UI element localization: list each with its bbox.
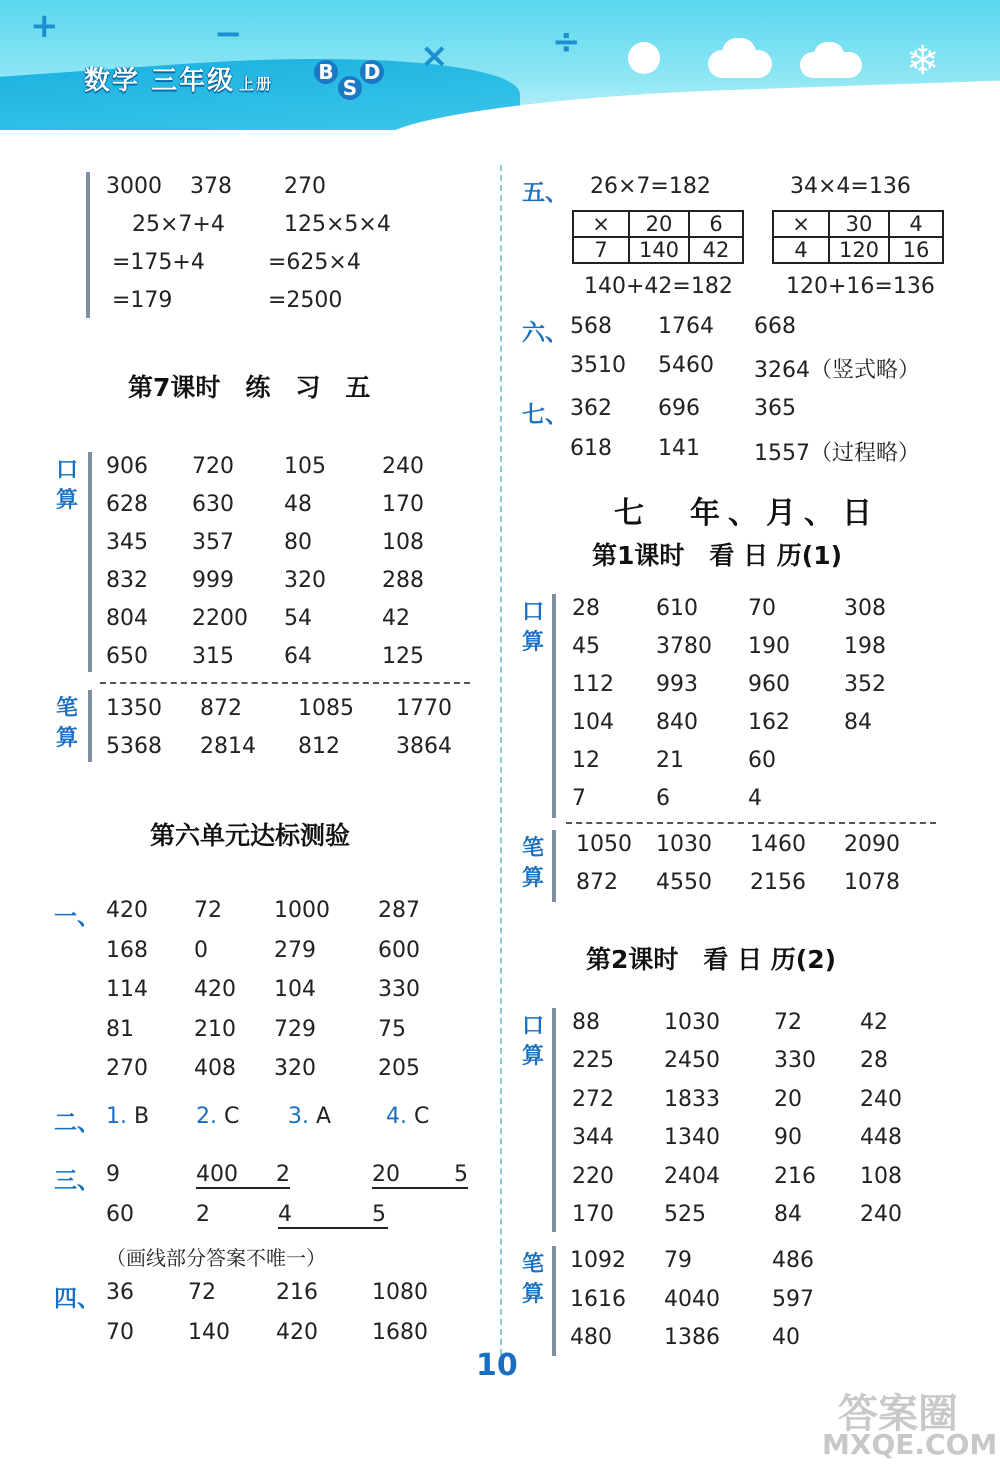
column-divider (500, 165, 502, 1365)
answer-value: 480 (570, 1325, 612, 1350)
answer-value: 90 (774, 1125, 802, 1151)
q2-num: 2. (196, 1104, 217, 1129)
answer-value: 600 (378, 937, 420, 963)
answer-value: 1340 (664, 1125, 720, 1151)
answer-value: 3780 (656, 634, 712, 659)
multiplication-grid (572, 210, 744, 264)
watermark-url: MXQE.COM (822, 1428, 998, 1461)
answer-value: 42 (382, 606, 410, 631)
answer-value: 220 (572, 1163, 614, 1189)
answer-value: 3864 (396, 734, 452, 759)
answer-value: 84 (774, 1202, 802, 1227)
answer-value: 486 (772, 1248, 814, 1273)
lesson-title: 第7课时 练 习 五 (128, 373, 371, 402)
answer-value: 628 (106, 492, 148, 517)
answer-value: 568 (570, 314, 612, 339)
answer-value: 420 (194, 977, 236, 1002)
answer-value: 872 (576, 870, 618, 895)
answer-value: 525 (664, 1202, 706, 1227)
answer-value: 54 (284, 606, 312, 631)
answer-value: 1050 (576, 832, 632, 857)
answer-value: 4550 (656, 870, 712, 895)
answer-value: 812 (298, 734, 340, 759)
answer-value: 1764 (658, 314, 714, 339)
lesson-title: 第2课时 看 日 历(2) (586, 945, 837, 974)
q3-value: 20 (372, 1162, 400, 1187)
question-label: 五、 (522, 180, 568, 206)
answer-value: 168 (106, 937, 148, 963)
answer-value: 1085 (298, 696, 354, 721)
q3-underlined-pair (196, 1162, 290, 1189)
expression-step: =625×4 (268, 250, 361, 275)
answer-value: 1078 (844, 870, 900, 895)
answer-value: 999 (192, 568, 234, 593)
answer-value: 610 (656, 596, 698, 621)
answer-value: 162 (748, 710, 790, 735)
dashed-separator (566, 822, 936, 824)
question-label: 二、 (54, 1110, 100, 1136)
question-label: 六、 (522, 320, 568, 346)
answer-value: 60 (748, 748, 776, 773)
answer-value: 104 (274, 977, 316, 1002)
answer-value: 270 (106, 1056, 148, 1081)
watermark-logo: 答案圈 (838, 1391, 958, 1437)
equation: 26×7=182 (590, 174, 711, 199)
answer-value: 210 (194, 1016, 236, 1042)
answer-value: 872 (200, 696, 242, 721)
q3-value: 2 (196, 1202, 210, 1227)
section-label-bisuan: 笔算 (521, 836, 544, 891)
answer-value: 216 (774, 1163, 816, 1189)
answer-value: 2090 (844, 832, 900, 857)
answer-bracket (86, 172, 90, 318)
answer-value: 170 (382, 492, 424, 517)
answer-value: 240 (860, 1086, 902, 1112)
answer-value: 21 (656, 748, 684, 773)
section-bar (552, 594, 556, 818)
q3-underlined-pair (372, 1162, 468, 1189)
q3-value: 400 (196, 1162, 238, 1187)
answer-value: 420 (106, 898, 148, 923)
answer-value: 140 (188, 1320, 230, 1345)
answer-value: 2156 (750, 870, 806, 895)
answer-value: 3264（竖式略） (754, 358, 920, 383)
answer-value: 205 (378, 1056, 420, 1081)
grid-cell: 140 (629, 237, 689, 263)
unit-title: 七 年、月、日 (614, 496, 880, 531)
answer-value: 112 (572, 672, 614, 697)
q3-underlined-pair (278, 1202, 388, 1229)
answer-value: 1680 (372, 1320, 428, 1345)
expression-result: =179 (112, 288, 173, 313)
section-label-kousuan: 口算 (521, 600, 544, 655)
answer-value: 1030 (664, 1010, 720, 1035)
answer-value: 1460 (750, 832, 806, 857)
answer-value: 80 (284, 530, 312, 555)
expression: 125×5×4 (284, 212, 391, 237)
answer-value: 104 (572, 710, 614, 735)
section-label-bisuan: 笔算 (55, 696, 78, 751)
answer-value: 1616 (570, 1286, 626, 1312)
answer-value: 72 (188, 1280, 216, 1305)
answer-value: 70 (748, 596, 776, 621)
answer-value: 88 (572, 1010, 600, 1035)
answer-value: 408 (194, 1056, 236, 1081)
answer-value: 198 (844, 634, 886, 659)
answer-value: 804 (106, 606, 148, 631)
grid-cell: × (573, 211, 629, 237)
section-label-bisuan: 笔算 (521, 1252, 544, 1307)
volume: 上册 (239, 75, 274, 93)
answer-value: 240 (860, 1202, 902, 1227)
grid-cell: 30 (829, 211, 889, 237)
answer-value: 1000 (274, 898, 330, 923)
snowflake-icon: ❄ (906, 38, 940, 84)
answer-value: 365 (754, 396, 796, 421)
times-icon: × (420, 36, 449, 76)
grid-cell: 4 (889, 211, 943, 237)
answer-value: 1092 (570, 1248, 626, 1273)
answer-value: 216 (276, 1280, 318, 1305)
section-label-kousuan: 口算 (521, 1014, 544, 1069)
answer-value: 357 (192, 530, 234, 555)
page-header (0, 0, 1000, 130)
answer-value: 315 (192, 644, 234, 669)
answer-value: 378 (190, 174, 232, 199)
section-bar (552, 830, 556, 902)
minus-icon: − (214, 14, 243, 54)
answer-value: 108 (382, 530, 424, 555)
answer-value: 1030 (656, 832, 712, 857)
answer-value: 125 (382, 644, 424, 669)
answer-value: 79 (664, 1248, 692, 1273)
grade: 三年级 (151, 66, 236, 96)
q2-num: 4. (386, 1104, 407, 1129)
grid-cell: 16 (889, 237, 943, 263)
answer-value: 345 (106, 530, 148, 555)
answer-value: 12 (572, 748, 600, 773)
answer-value: 840 (656, 710, 698, 735)
grid-cell: × (773, 211, 829, 237)
answer-value: 344 (572, 1125, 614, 1151)
answer-value: 720 (192, 454, 234, 479)
answer-value: 105 (284, 454, 326, 479)
answer-value: 3000 (106, 174, 162, 199)
answer-value: 75 (378, 1016, 406, 1042)
answer-value: 287 (378, 898, 420, 923)
sum-line: 120+16=136 (786, 274, 935, 299)
answer-value: 906 (106, 454, 148, 479)
section-bar (552, 1246, 556, 1356)
answer-value: 993 (656, 672, 698, 697)
answer-value: 270 (284, 174, 326, 199)
answer-value: 4 (748, 786, 762, 811)
grid-cell: 7 (573, 237, 629, 263)
answer-value: 1833 (664, 1086, 720, 1112)
grid-cell: 6 (689, 211, 743, 237)
answer-value: 696 (658, 396, 700, 421)
answer-value: 36 (106, 1280, 134, 1305)
answer-value: 832 (106, 568, 148, 593)
answer-value: 272 (572, 1086, 614, 1112)
answer-value: 320 (274, 1056, 316, 1081)
section-bar (88, 690, 92, 762)
answer-value: 72 (194, 898, 222, 923)
answer-value: 225 (572, 1048, 614, 1074)
answer-value: 42 (860, 1010, 888, 1035)
expression-step: =175+4 (112, 250, 205, 275)
answer-value: 2814 (200, 734, 256, 759)
answer-value: 320 (284, 568, 326, 593)
answer-value: 114 (106, 977, 148, 1002)
answer-value: 70 (106, 1320, 134, 1345)
answer-value: 5460 (658, 353, 714, 378)
question-label: 一、 (54, 904, 100, 930)
subject: 数学 (84, 66, 141, 96)
grid-cell: 20 (629, 211, 689, 237)
answer-value: 2450 (664, 1048, 720, 1074)
q3-value: 2 (276, 1162, 290, 1187)
question-label: 四、 (54, 1286, 100, 1312)
answer-value: 1386 (664, 1325, 720, 1350)
answer-value: 190 (748, 634, 790, 659)
answer-value: 630 (192, 492, 234, 517)
q2-num: 3. (288, 1104, 309, 1129)
expression: 25×7+4 (132, 212, 225, 237)
answer-value: 45 (572, 634, 600, 659)
answer-value: 597 (772, 1286, 814, 1312)
answer-value: 1770 (396, 696, 452, 721)
expression-result: =2500 (268, 288, 343, 313)
q2-answer: C (414, 1104, 430, 1129)
answer-value: 28 (860, 1048, 888, 1074)
answer-value: 1557（过程略） (754, 441, 920, 466)
q2-answer: A (316, 1104, 332, 1129)
answer-value: 3510 (570, 353, 626, 378)
section-label-kousuan: 口算 (55, 458, 78, 513)
answer-value: 170 (572, 1202, 614, 1227)
q3-value: 5 (372, 1202, 386, 1227)
answer-value: 5368 (106, 734, 162, 759)
answer-value: 141 (658, 436, 700, 461)
q2-num: 1. (106, 1104, 127, 1129)
answer-value: 362 (570, 396, 612, 421)
answer-value: 279 (274, 937, 316, 963)
answer-value: 28 (572, 596, 600, 621)
answer-value: 240 (382, 454, 424, 479)
answer-value: 1350 (106, 696, 162, 721)
answer-value: 20 (774, 1086, 802, 1112)
page-number: 10 (476, 1348, 518, 1383)
answer-value: 2404 (664, 1163, 720, 1189)
grid-cell: 42 (689, 237, 743, 263)
answer-value: 64 (284, 644, 312, 669)
answer-value: 420 (276, 1320, 318, 1345)
answer-value: 1080 (372, 1280, 428, 1305)
answer-value: 4040 (664, 1286, 720, 1312)
q3-value: 5 (454, 1162, 468, 1187)
answer-value: 650 (106, 644, 148, 669)
answer-value: 81 (106, 1016, 134, 1042)
q2-answer: B (134, 1104, 150, 1129)
question-label: 三、 (54, 1168, 100, 1194)
answer-value: 288 (382, 568, 424, 593)
book-title (84, 60, 273, 97)
edition-letter-s: S (338, 76, 362, 100)
grid-cell: 120 (829, 237, 889, 263)
answer-value: 448 (860, 1125, 902, 1151)
answer-value: 6 (656, 786, 670, 811)
q3-value: 4 (278, 1202, 292, 1227)
answer-value: 84 (844, 710, 872, 735)
edition-letter-d: D (360, 60, 384, 84)
grid-cell: 4 (773, 237, 829, 263)
sum-line: 140+42=182 (584, 274, 733, 299)
answer-value: 308 (844, 596, 886, 621)
dashed-separator (100, 682, 470, 684)
edition-letter-b: B (314, 60, 338, 84)
q3-note: （画线部分答案不唯一） (106, 1246, 326, 1270)
answer-value: 108 (860, 1163, 902, 1189)
section-bar (552, 1008, 556, 1232)
answer-value: 7 (572, 786, 586, 811)
answer-value: 72 (774, 1010, 802, 1035)
q2-answer: C (224, 1104, 240, 1129)
question-label: 七、 (522, 402, 568, 428)
answer-value: 960 (748, 672, 790, 697)
answer-value: 0 (194, 937, 208, 963)
answer-value: 2200 (192, 606, 248, 631)
answer-value: 352 (844, 672, 886, 697)
section-bar (88, 452, 92, 672)
multiplication-grid (772, 210, 944, 264)
answer-value: 40 (772, 1325, 800, 1350)
equation: 34×4=136 (790, 174, 911, 199)
answer-value: 330 (774, 1048, 816, 1074)
lesson-title: 第1课时 看 日 历(1) (592, 541, 843, 570)
answer-value: 330 (378, 977, 420, 1002)
answer-value: 48 (284, 492, 312, 517)
q3-value: 9 (106, 1162, 120, 1187)
answer-value: 668 (754, 314, 796, 339)
divide-icon: ÷ (552, 22, 581, 62)
test-title: 第六单元达标测验 (150, 821, 351, 850)
plus-icon: + (30, 6, 59, 46)
sun-icon (628, 42, 660, 74)
q3-value: 60 (106, 1202, 134, 1227)
answer-value: 729 (274, 1016, 316, 1042)
answer-value: 618 (570, 436, 612, 461)
